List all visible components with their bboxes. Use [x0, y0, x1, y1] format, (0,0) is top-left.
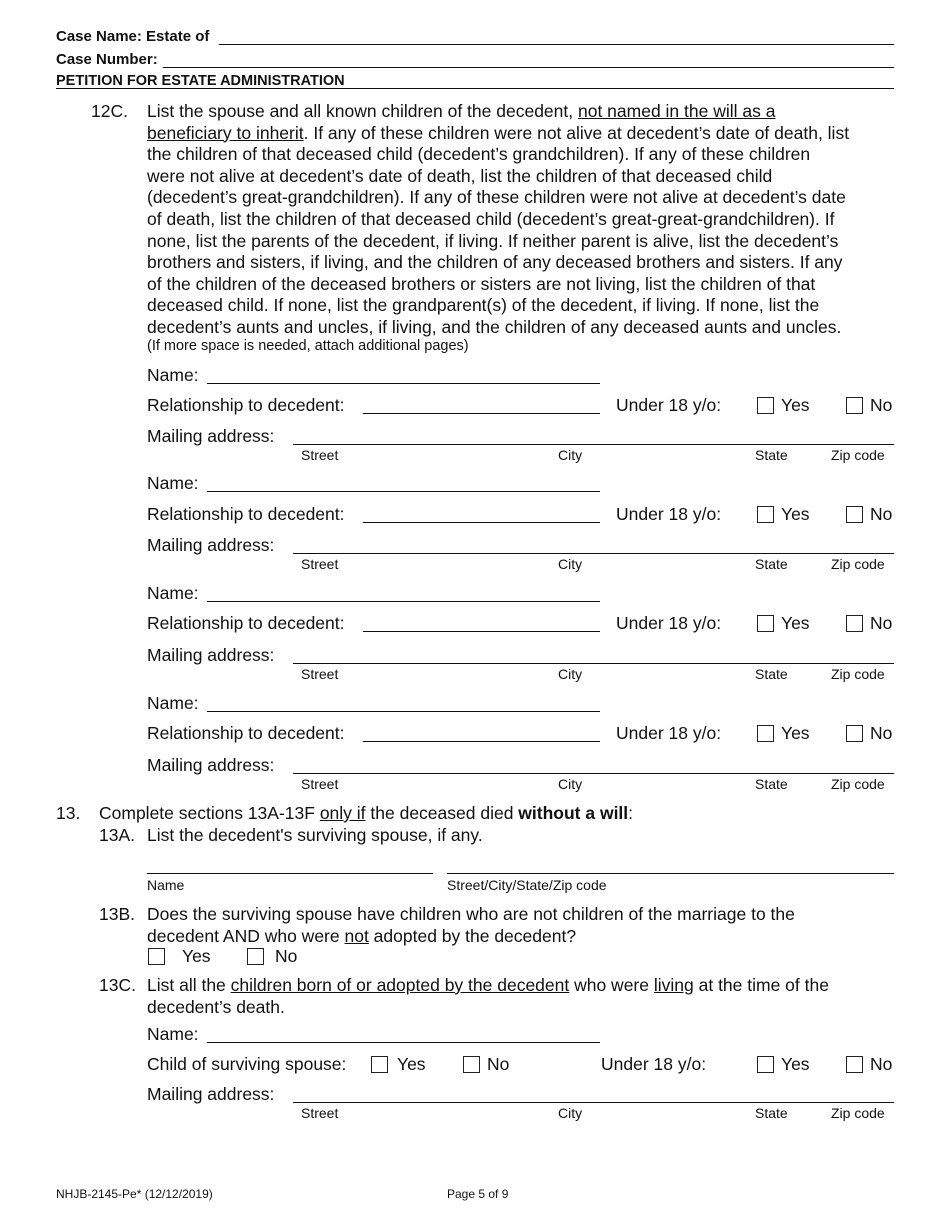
name-label: Name:	[147, 693, 199, 713]
under18-no-checkbox[interactable]	[846, 615, 863, 632]
street-label: Street	[301, 447, 339, 463]
section-12c-number: 12C.	[91, 101, 128, 121]
mailing-field[interactable]	[293, 553, 894, 554]
spouse-address-label: Street/City/State/Zip code	[447, 877, 607, 893]
mailing-label: Mailing address:	[147, 535, 275, 555]
name-field[interactable]	[207, 711, 600, 712]
name-label: Name:	[147, 473, 199, 493]
under18-label: Under 18 y/o:	[616, 723, 722, 743]
under18-yes-label: Yes	[781, 395, 810, 415]
relationship-label: Relationship to decedent:	[147, 613, 345, 633]
child-name-label: Name:	[147, 1024, 199, 1044]
child-mailing-label: Mailing address:	[147, 1084, 275, 1104]
section-13c-line2: decedent’s death.	[147, 997, 285, 1017]
state-label: State	[755, 776, 788, 792]
relationship-field[interactable]	[363, 522, 600, 523]
state-label: State	[755, 447, 788, 463]
zip-label: Zip code	[831, 776, 885, 792]
additional-pages-note: (If more space is needed, attach additional pages)	[147, 338, 469, 354]
relationship-label: Relationship to decedent:	[147, 723, 345, 743]
under18-no-label: No	[870, 723, 893, 743]
under18-yes-checkbox[interactable]	[757, 397, 774, 414]
child-of-spouse-yes-label: Yes	[397, 1054, 426, 1074]
spouse-name-field[interactable]	[147, 873, 433, 874]
form-title: PETITION FOR ESTATE ADMINISTRATION	[56, 73, 345, 89]
mailing-field[interactable]	[293, 444, 894, 445]
section-13b-line1: Does the surviving spouse have children who are not children of the marriage to the	[147, 904, 795, 924]
under18-yes-label: Yes	[781, 504, 810, 524]
mailing-label: Mailing address:	[147, 426, 275, 446]
relationship-field[interactable]	[363, 741, 600, 742]
under18-no-checkbox[interactable]	[846, 506, 863, 523]
13b-no-label: No	[275, 946, 298, 966]
street-label: Street	[301, 666, 339, 682]
child-of-spouse-no-checkbox[interactable]	[463, 1056, 480, 1073]
child-under18-no-checkbox[interactable]	[846, 1056, 863, 1073]
case-number-line[interactable]	[163, 67, 894, 68]
spouse-name-label: Name	[147, 877, 185, 893]
section-13c-text: List all the children born of or adopted by the decedent who were living at the time of the	[147, 975, 829, 995]
relationship-field[interactable]	[363, 413, 600, 414]
under18-label: Under 18 y/o:	[616, 395, 722, 415]
case-name-line[interactable]	[219, 44, 894, 45]
under18-no-checkbox[interactable]	[846, 725, 863, 742]
mailing-label: Mailing address:	[147, 755, 275, 775]
under18-no-label: No	[870, 613, 893, 633]
name-label: Name:	[147, 583, 199, 603]
child-mailing-field[interactable]	[293, 1102, 894, 1103]
zip-label: Zip code	[831, 666, 885, 682]
under18-label: Under 18 y/o:	[616, 613, 722, 633]
under18-yes-checkbox[interactable]	[757, 725, 774, 742]
zip-label: Zip code	[831, 556, 885, 572]
child-of-spouse-no-label: No	[487, 1054, 510, 1074]
child-name-field[interactable]	[207, 1042, 600, 1043]
13b-yes-checkbox[interactable]	[148, 948, 165, 965]
mailing-field[interactable]	[293, 663, 894, 664]
case-name-label: Case Name: Estate of	[56, 28, 210, 45]
section-13a-text: List the decedent's surviving spouse, if any.	[147, 825, 483, 845]
under18-no-checkbox[interactable]	[846, 397, 863, 414]
under18-yes-label: Yes	[781, 723, 810, 743]
under18-yes-checkbox[interactable]	[757, 615, 774, 632]
state-label: State	[755, 556, 788, 572]
section-13a-number: 13A.	[99, 825, 135, 845]
mailing-label: Mailing address:	[147, 645, 275, 665]
city-label: City	[558, 556, 583, 572]
state-label: State	[755, 666, 788, 682]
under18-yes-label: Yes	[781, 613, 810, 633]
section-13b-line2: decedent AND who were not adopted by the decedent?	[147, 926, 577, 946]
mailing-field[interactable]	[293, 773, 894, 774]
relationship-label: Relationship to decedent:	[147, 504, 345, 524]
section-12c-text: List the spouse and all known children of the decedent, not named in the will as a beneficiary to inherit. If any of these children were not alive at decedent’s date of death, list the children of that deceased child (decedent’s grandchildren). If any of these children were not alive at decedent’s date of death, list the children of that deceased child (decedent’s great-grandchildren). If any of these children were not alive at decedent’s date of death, list the children of that deceased child (decedent’s great-great-grandchildren). If none, list the parents of the decedent, if living. If neither parent is alive, list the decedent’s brothers and sisters, if living, and the children of any deceased brothers and sisters. If any of the children of the deceased brothers or sisters are not living, list the children of that deceased child. If none, list the grandparent(s) of the decedent, if living. If none, list the decedent’s aunts and uncles, if living, and the children of any deceased aunts and uncles.	[147, 101, 850, 337]
name-label: Name:	[147, 365, 199, 385]
section-13c-number: 13C.	[99, 975, 136, 995]
zip-label: Zip code	[831, 447, 885, 463]
section-13-number: 13.	[56, 803, 81, 823]
page-number: Page 5 of 9	[447, 1187, 509, 1201]
child-under18-label: Under 18 y/o:	[601, 1054, 707, 1074]
child-of-spouse-yes-checkbox[interactable]	[371, 1056, 388, 1073]
section-13b-number: 13B.	[99, 904, 135, 924]
child-street-label: Street	[301, 1105, 339, 1121]
name-field[interactable]	[207, 601, 600, 602]
under18-no-label: No	[870, 395, 893, 415]
name-field[interactable]	[207, 491, 600, 492]
under18-yes-checkbox[interactable]	[757, 506, 774, 523]
spouse-address-field[interactable]	[447, 873, 894, 874]
case-number-label: Case Number:	[56, 51, 158, 68]
city-label: City	[558, 447, 583, 463]
under18-no-label: No	[870, 504, 893, 524]
child-state-label: State	[755, 1105, 788, 1121]
relationship-label: Relationship to decedent:	[147, 395, 345, 415]
13b-yes-label: Yes	[182, 946, 211, 966]
name-field[interactable]	[207, 383, 600, 384]
street-label: Street	[301, 556, 339, 572]
header-divider	[56, 88, 894, 89]
child-under18-yes-label: Yes	[781, 1054, 810, 1074]
relationship-field[interactable]	[363, 631, 600, 632]
child-city-label: City	[558, 1105, 583, 1121]
child-under18-no-label: No	[870, 1054, 893, 1074]
form-id: NHJB-2145-Pe* (12/12/2019)	[56, 1187, 213, 1201]
13b-no-checkbox[interactable]	[247, 948, 264, 965]
under18-label: Under 18 y/o:	[616, 504, 722, 524]
child-zip-label: Zip code	[831, 1105, 885, 1121]
child-of-spouse-label: Child of surviving spouse:	[147, 1054, 347, 1074]
child-under18-yes-checkbox[interactable]	[757, 1056, 774, 1073]
city-label: City	[558, 776, 583, 792]
section-13-text: Complete sections 13A-13F only if the deceased died without a will:	[99, 803, 634, 823]
city-label: City	[558, 666, 583, 682]
street-label: Street	[301, 776, 339, 792]
